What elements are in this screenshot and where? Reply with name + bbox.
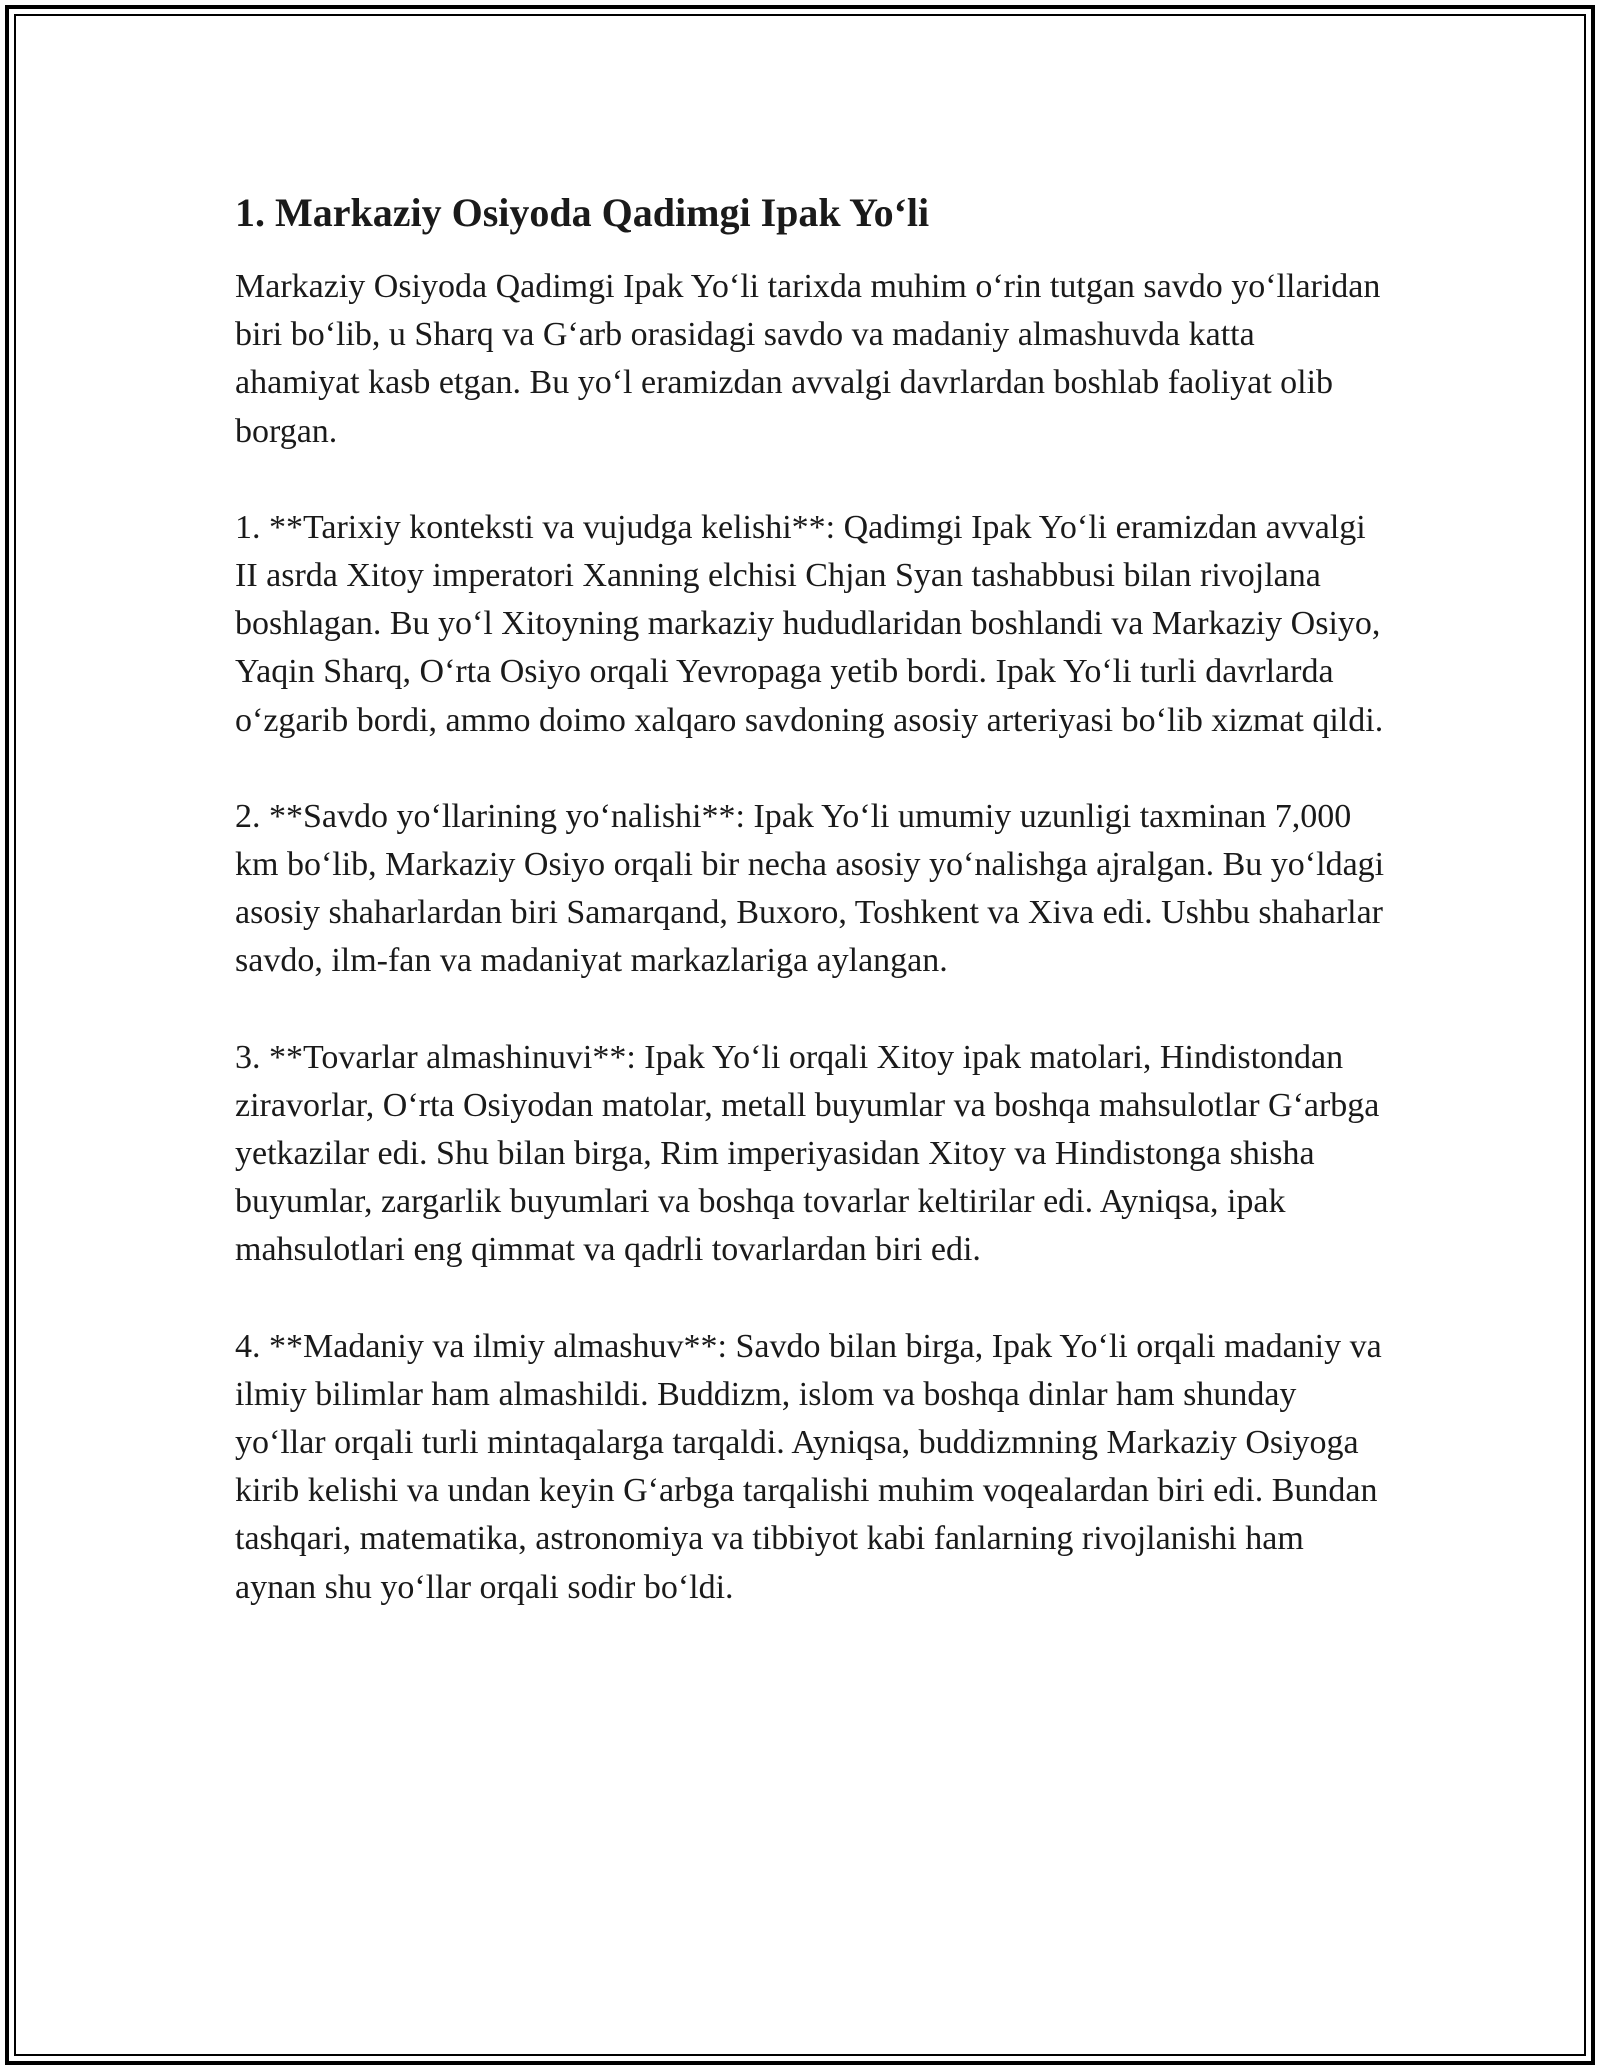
paragraph-cultural-exchange: 4. **Madaniy va ilmiy almashuv**: Savdo bilan birga, Ipak Yo‘li orqali madaniy va ilmiy bilimlar ham almashildi. Buddizm, islom va boshqa dinlar ham shunday yo‘llar orqali turli mintaqalarga tarqaldi. Ayniqsa, buddizmning Markaziy Osiyoga kirib kelishi va undan keyin G‘arbga tarqalishi muhim voqealardan biri edi. Bundan tashqari, matematika, astronomiya va tibbiyot kabi fanlarning rivojlanishi ham aynan shu yo‘llar orqali sodir bo‘ldi.	[235, 1327, 1382, 1606]
section-heading: 1. Markaziy Osiyoda Qadimgi Ipak Yo‘li	[235, 190, 930, 235]
document-body	[235, 185, 1385, 1660]
paragraph-goods-exchange: 3. **Tovarlar almashinuvi**: Ipak Yo‘li orqali Xitoy ipak matolari, Hindistondan ziravorlar, O‘rta Osiyodan matolar, metall buyumlar va boshqa mahsulotlar G‘arbga yetkazilar edi. Shu bilan birga, Rim imperiyasidan Xitoy va Hindistonga shisha buyumlar, zargarlik buyumlari va boshqa tovarlar keltirilar edi. Ayniqsa, ipak mahsulotlari eng qimmat va qadrli tovarlardan biri edi.	[235, 1038, 1380, 1269]
paragraph-trade-routes: 2. **Savdo yo‘llarining yo‘nalishi**: Ipak Yo‘li umumiy uzunligi taxminan 7,000 km bo‘lib, Markaziy Osiyo orqali bir necha asosiy yo‘nalishga ajralgan. Bu yo‘ldagi asosiy shaharlardan biri Samarqand, Buxoro, Toshkent va Xiva edi. Ushbu shaharlar savdo, ilm-fan va madaniyat markazlariga aylangan.	[235, 797, 1385, 980]
intro-paragraph: Markaziy Osiyoda Qadimgi Ipak Yo‘li tarixda muhim o‘rin tutgan savdo yo‘llaridan biri bo‘lib, u Sharq va G‘arb orasidagi savdo va madaniy almashuvda katta ahamiyat kasb etgan. Bu yo‘l eramizdan avvalgi davrlardan boshlab faoliyat olib borgan.	[235, 268, 1381, 450]
paragraph-historical-context: 1. **Tarixiy konteksti va vujudga kelishi**: Qadimgi Ipak Yo‘li eramizdan avvalgi II asrda Xitoy imperatori Xanning elchisi Chjan Syan tashabbusi bilan rivojlana boshlagan. Bu yo‘l Xitoyning markaziy hududlaridan boshlandi va Markaziy Osiyo, Yaqin Sharq, O‘rta Osiyo orqali Yevropaga yetib bordi. Ipak Yo‘li turli davrlarda o‘zgarib bordi, ammo doimo xalqaro savdoning asosiy arteriyasi bo‘lib xizmat qildi.	[235, 508, 1384, 739]
